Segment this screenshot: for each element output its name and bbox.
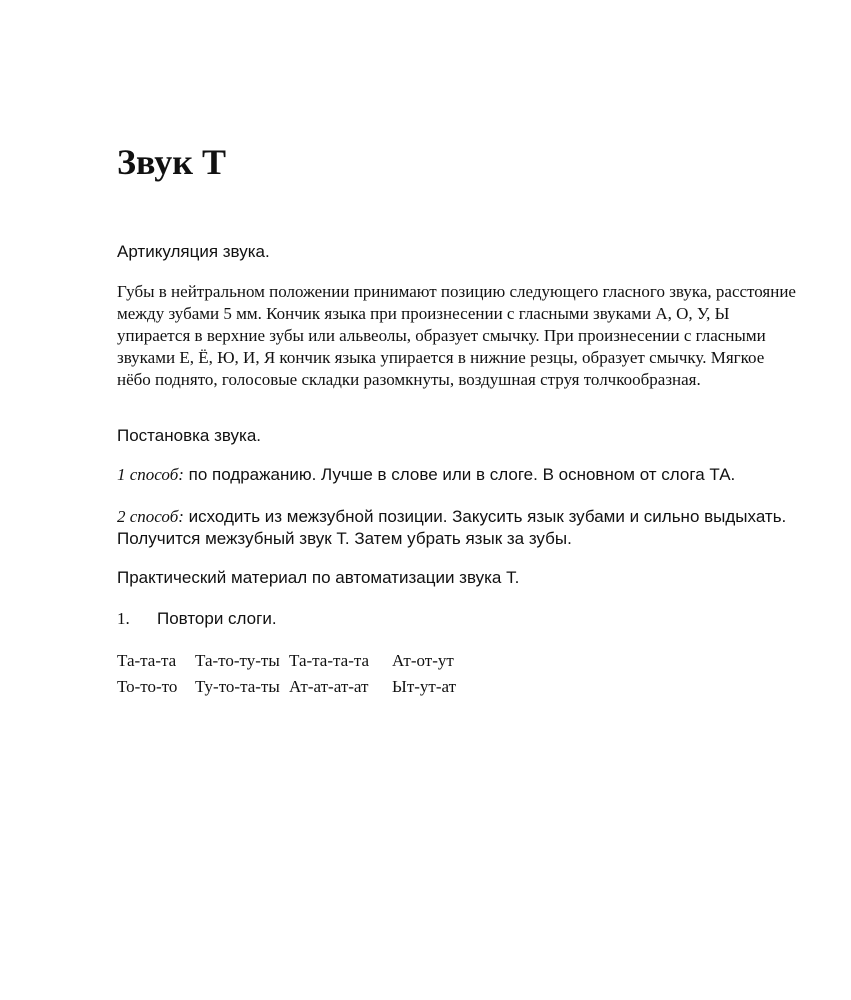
- syllable-group: Та-та-та-та: [289, 651, 370, 670]
- syllable-group: Та-та-та: [117, 651, 177, 670]
- list-item-text: Повтори слоги.: [157, 609, 277, 628]
- list-item-number: 1.: [117, 609, 130, 628]
- syllable-group: Ыт-ут-ат: [392, 677, 457, 696]
- method-2-text: исходить из межзубной позиции. Закусить язык зубами и сильно выдыхать. Получится межзубный звук Т. Затем убрать язык за зубы.: [117, 507, 787, 548]
- list-item: [117, 608, 277, 630]
- syllable-group: Ат-от-ут: [392, 651, 454, 670]
- method-2-label: 2 способ:: [117, 507, 184, 526]
- setup-heading: Постановка звука.: [117, 426, 262, 445]
- method-1-text: по подражанию. Лучше в слове или в слоге. В основном от слога ТА.: [183, 465, 736, 484]
- syllable-group: Та-то-ту-ты: [195, 651, 280, 670]
- practice-heading: Практический материал по автоматизации звука Т.: [117, 568, 520, 587]
- page-title: Звук Т: [117, 142, 226, 182]
- method-1-label: 1 способ:: [117, 465, 184, 484]
- syllable-group: То-то-то: [117, 677, 178, 696]
- syllable-group: Ту-то-та-ты: [195, 677, 280, 696]
- method-1: [117, 464, 797, 486]
- syllable-group: Ат-ат-ат-ат: [289, 677, 369, 696]
- method-2: [117, 506, 797, 550]
- articulation-text: Губы в нейтральном положении принимают позицию следующего гласного звука, расстояние между зубами 5 мм. Кончик языка при произнесении с гласными звуками А, О, У, Ы упирается в верхние зубы или альвеолы, образует смычку. При произнесении с гласными звуками Е, Ё, Ю, И, Я кончик языка упирается в нижние резцы, образует смычку. Мягкое нёбо поднято, голосовые складки разомкнуты, воздушная струя толчкообразная.: [117, 282, 796, 389]
- articulation-heading: Артикуляция звука.: [117, 242, 270, 261]
